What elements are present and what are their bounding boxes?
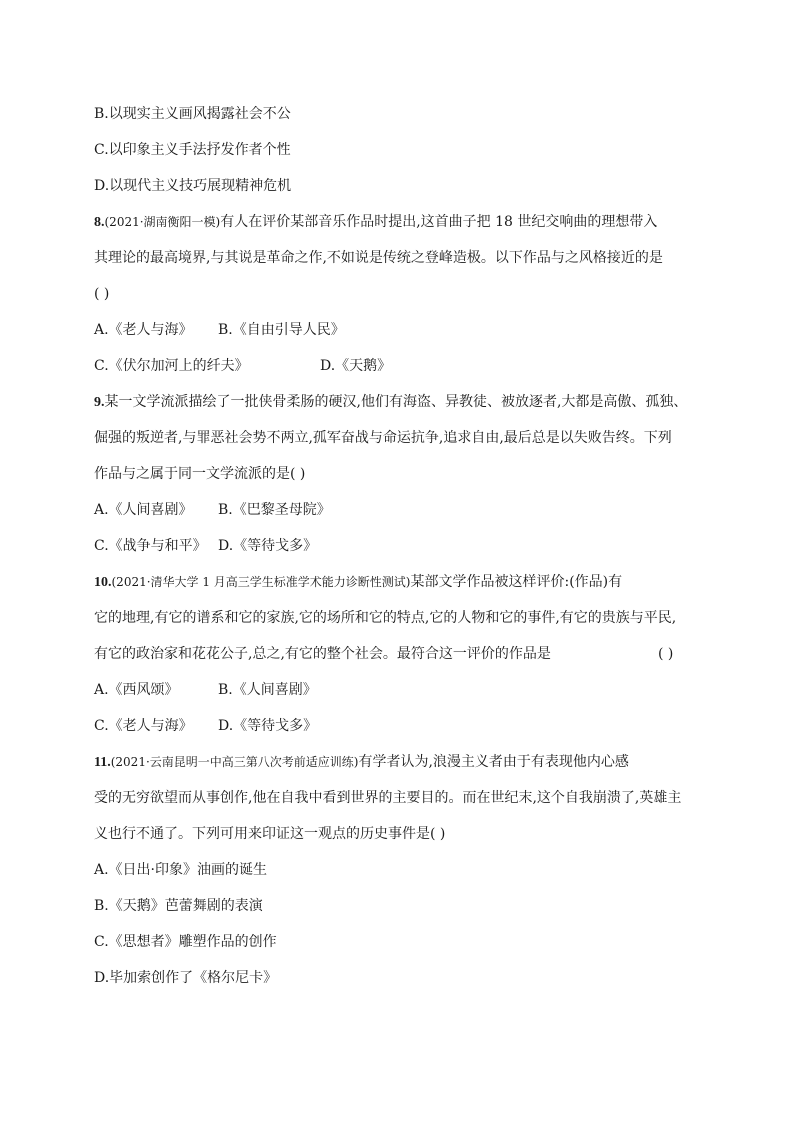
q10-options-row2 [94, 716, 734, 736]
q8-stem-text1: 有人在评价某部音乐作品时提出,这首曲子把 18 世纪交响曲的理想带入 [220, 214, 658, 230]
q8-option-a: A.《老人与海》 [94, 322, 193, 338]
q10-option-b: B.《人间喜剧》 [218, 682, 317, 698]
q7-option-d: D.以现代主义技巧展现精神危机 [94, 178, 292, 194]
q10-answer-paren: ( ) [658, 646, 674, 662]
q10-stem-text3: 有它的政治家和花花公子,总之,有它的整个社会。最符合这一评价的作品是 [94, 646, 551, 662]
q9-option-d: D.《等待戈多》 [218, 538, 318, 554]
q8-option-c: C.《伏尔加河上的纤夫》 [94, 358, 249, 374]
q9-stem-line2: 倔强的叛逆者,与罪恶社会势不两立,孤军奋战与命运抗争,追求自由,最后总是以失败告终。下列 [94, 430, 672, 446]
q11-stem-text1: 有学者认为,浪漫主义者由于有表现他内心感 [358, 754, 629, 770]
q11-source: (2021·云南昆明一中高三第八次考前适应训练) [110, 755, 359, 769]
q10-stem-line2: 它的地理,有它的谱系和它的家族,它的场所和它的特点,它的人物和它的事件,有它的贵族与平民, [94, 610, 677, 626]
q10-source: (2021·清华大学 1 月高三学生标准学术能力诊断性测试) [111, 575, 411, 589]
q11-option-d: D.毕加索创作了《格尔尼卡》 [94, 970, 278, 986]
q8-stem-line2: 其理论的最高境界,与其说是革命之作,不如说是传统之登峰造极。以下作品与之风格接近的是 [94, 250, 663, 266]
q10-number: 10. [94, 575, 112, 590]
q11-stem-line1 [94, 752, 734, 773]
q11-option-b: B.《天鹅》芭蕾舞剧的表演 [94, 898, 263, 914]
q7-option-b: B.以现实主义画风揭露社会不公 [94, 106, 291, 122]
q10-stem-text1: 某部文学作品被这样评价:(作品)有 [410, 574, 623, 590]
q11-option-c: C.《思想者》雕塑作品的创作 [94, 934, 277, 950]
q8-source: (2021·湖南衡阳一模) [104, 215, 221, 229]
q9-stem-line3: 作品与之属于同一文学流派的是( ) [94, 466, 306, 482]
q10-options-row1 [94, 680, 734, 700]
q10-stem-line1 [94, 572, 734, 593]
q8-options-row1 [94, 320, 734, 340]
q11-number: 11. [94, 755, 111, 770]
q11-stem-line2: 受的无穷欲望而从事创作,他在自我中看到世界的主要目的。而在世纪末,这个自我崩溃了,英雄主 [94, 790, 682, 806]
q8-number: 8. [94, 215, 105, 230]
q9-number: 9. [94, 395, 105, 410]
q9-options-row1 [94, 500, 734, 520]
q10-stem-line3 [94, 644, 734, 664]
q10-option-a: A.《西风颂》 [94, 682, 179, 698]
q11-stem-line3: 义也行不通了。下列可用来印证这一观点的历史事件是( ) [94, 826, 446, 842]
q9-option-b: B.《巴黎圣母院》 [218, 502, 331, 518]
q9-option-a: A.《人间喜剧》 [94, 502, 193, 518]
q11-option-a: A.《日出·印象》油画的诞生 [94, 862, 268, 878]
q8-options-row2 [94, 356, 734, 376]
q8-answer-paren: ( ) [94, 286, 110, 302]
q9-option-c: C.《战争与和平》 [94, 538, 207, 554]
q9-stem-line1 [94, 392, 734, 413]
q10-option-d: D.《等待戈多》 [218, 718, 318, 734]
q8-stem-line1 [94, 212, 734, 233]
q8-option-d: D.《天鹅》 [320, 358, 392, 374]
q9-stem-text1: 某一文学流派描绘了一批侠骨柔肠的硬汉,他们有海盗、异教徒、被放逐者,大都是高傲、孤独、 [104, 394, 688, 410]
q10-option-c: C.《老人与海》 [94, 718, 193, 734]
q7-option-c: C.以印象主义手法抒发作者个性 [94, 142, 291, 158]
q9-options-row2 [94, 536, 734, 556]
q8-option-b: B.《自由引导人民》 [218, 322, 345, 338]
